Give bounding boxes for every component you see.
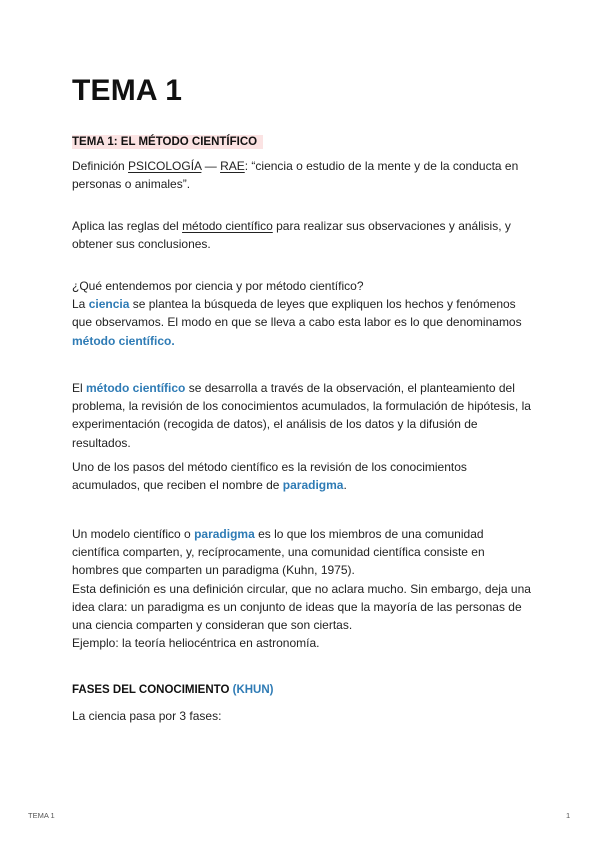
keyword: método científico	[86, 381, 186, 395]
underlined-term: método científico	[182, 219, 273, 233]
text-run: es lo que los miembros de una comunidad científica comparten, y, recíprocamente, una comunidad científica consiste en hombres que comparten un paradigma (Kuhn, 1975).	[72, 527, 485, 578]
text-run: para realizar sus observaciones y análisis, y obtener sus conclusiones.	[72, 219, 511, 252]
page-number: 1	[566, 811, 571, 820]
text-run: Uno de los pasos del método científico es la revisión de los conocimientos acumulados, que reciben el nombre de	[72, 460, 467, 493]
method-paragraph	[72, 379, 532, 452]
underlined-term: PSICOLOGÍA	[128, 159, 202, 173]
text-run: se plantea la búsqueda de leyes que expliquen los hechos y fenómenos que observamos. El modo en que se lleva a cabo esta labor es lo que denominamos	[72, 297, 522, 330]
text-run: Definición	[72, 159, 129, 173]
text-run: : “ciencia o estudio de la mente y de la conducta en personas o animales”.	[72, 159, 519, 192]
question-line: ¿Qué entendemos por ciencia y por método científico?	[72, 279, 364, 293]
model-explanation: Esta definición es una definición circular, que no aclara mucho. Sin embargo, deja una idea clara: un paradigma es un conjunto de ideas que la mayoría de las personas de una ciencia comparten y consideran que son ciertas.	[72, 581, 531, 633]
page-title: TEMA 1	[72, 74, 183, 107]
model-paragraph	[72, 525, 532, 652]
apply-paragraph	[72, 217, 532, 253]
text-run: Aplica las reglas del	[72, 219, 183, 233]
section-heading-text: FASES DEL CONOCIMIENTO	[72, 684, 233, 696]
keyword: paradigma	[194, 527, 255, 541]
text-run: La	[72, 297, 89, 312]
model-definition	[72, 525, 532, 580]
keyword: paradigma	[282, 478, 344, 493]
question-paragraph	[72, 277, 532, 350]
footer-left: TEMA 1	[28, 811, 55, 820]
underlined-term: RAE	[220, 159, 245, 173]
text-run: El	[72, 381, 87, 395]
text-run: Un modelo científico o	[72, 527, 195, 541]
section-heading-text: TEMA 1: EL MÉTODO CIENTÍFICO	[72, 135, 263, 149]
steps-paragraph	[72, 458, 532, 494]
keyword: método científico.	[72, 333, 175, 348]
text-run: —	[201, 159, 221, 173]
model-example: Ejemplo: la teoría heliocéntrica en astronomía.	[72, 636, 320, 651]
section-heading-fases	[72, 684, 274, 696]
phases-paragraph: La ciencia pasa por 3 fases:	[72, 709, 222, 723]
keyword: (KHUN)	[232, 684, 274, 696]
text-run: se desarrolla a través de la observación, el planteamiento del problema, la revisión de los conocimientos acumulados, la formulación de hipótesis, la experimentación (recogida de datos), el análisis de los datos y la difusión de resultados.	[72, 381, 531, 450]
keyword: ciencia	[88, 297, 130, 312]
definition-paragraph	[72, 157, 532, 193]
text-run: .	[343, 478, 347, 493]
section-heading-metodo	[72, 136, 263, 148]
science-definition	[72, 295, 532, 350]
